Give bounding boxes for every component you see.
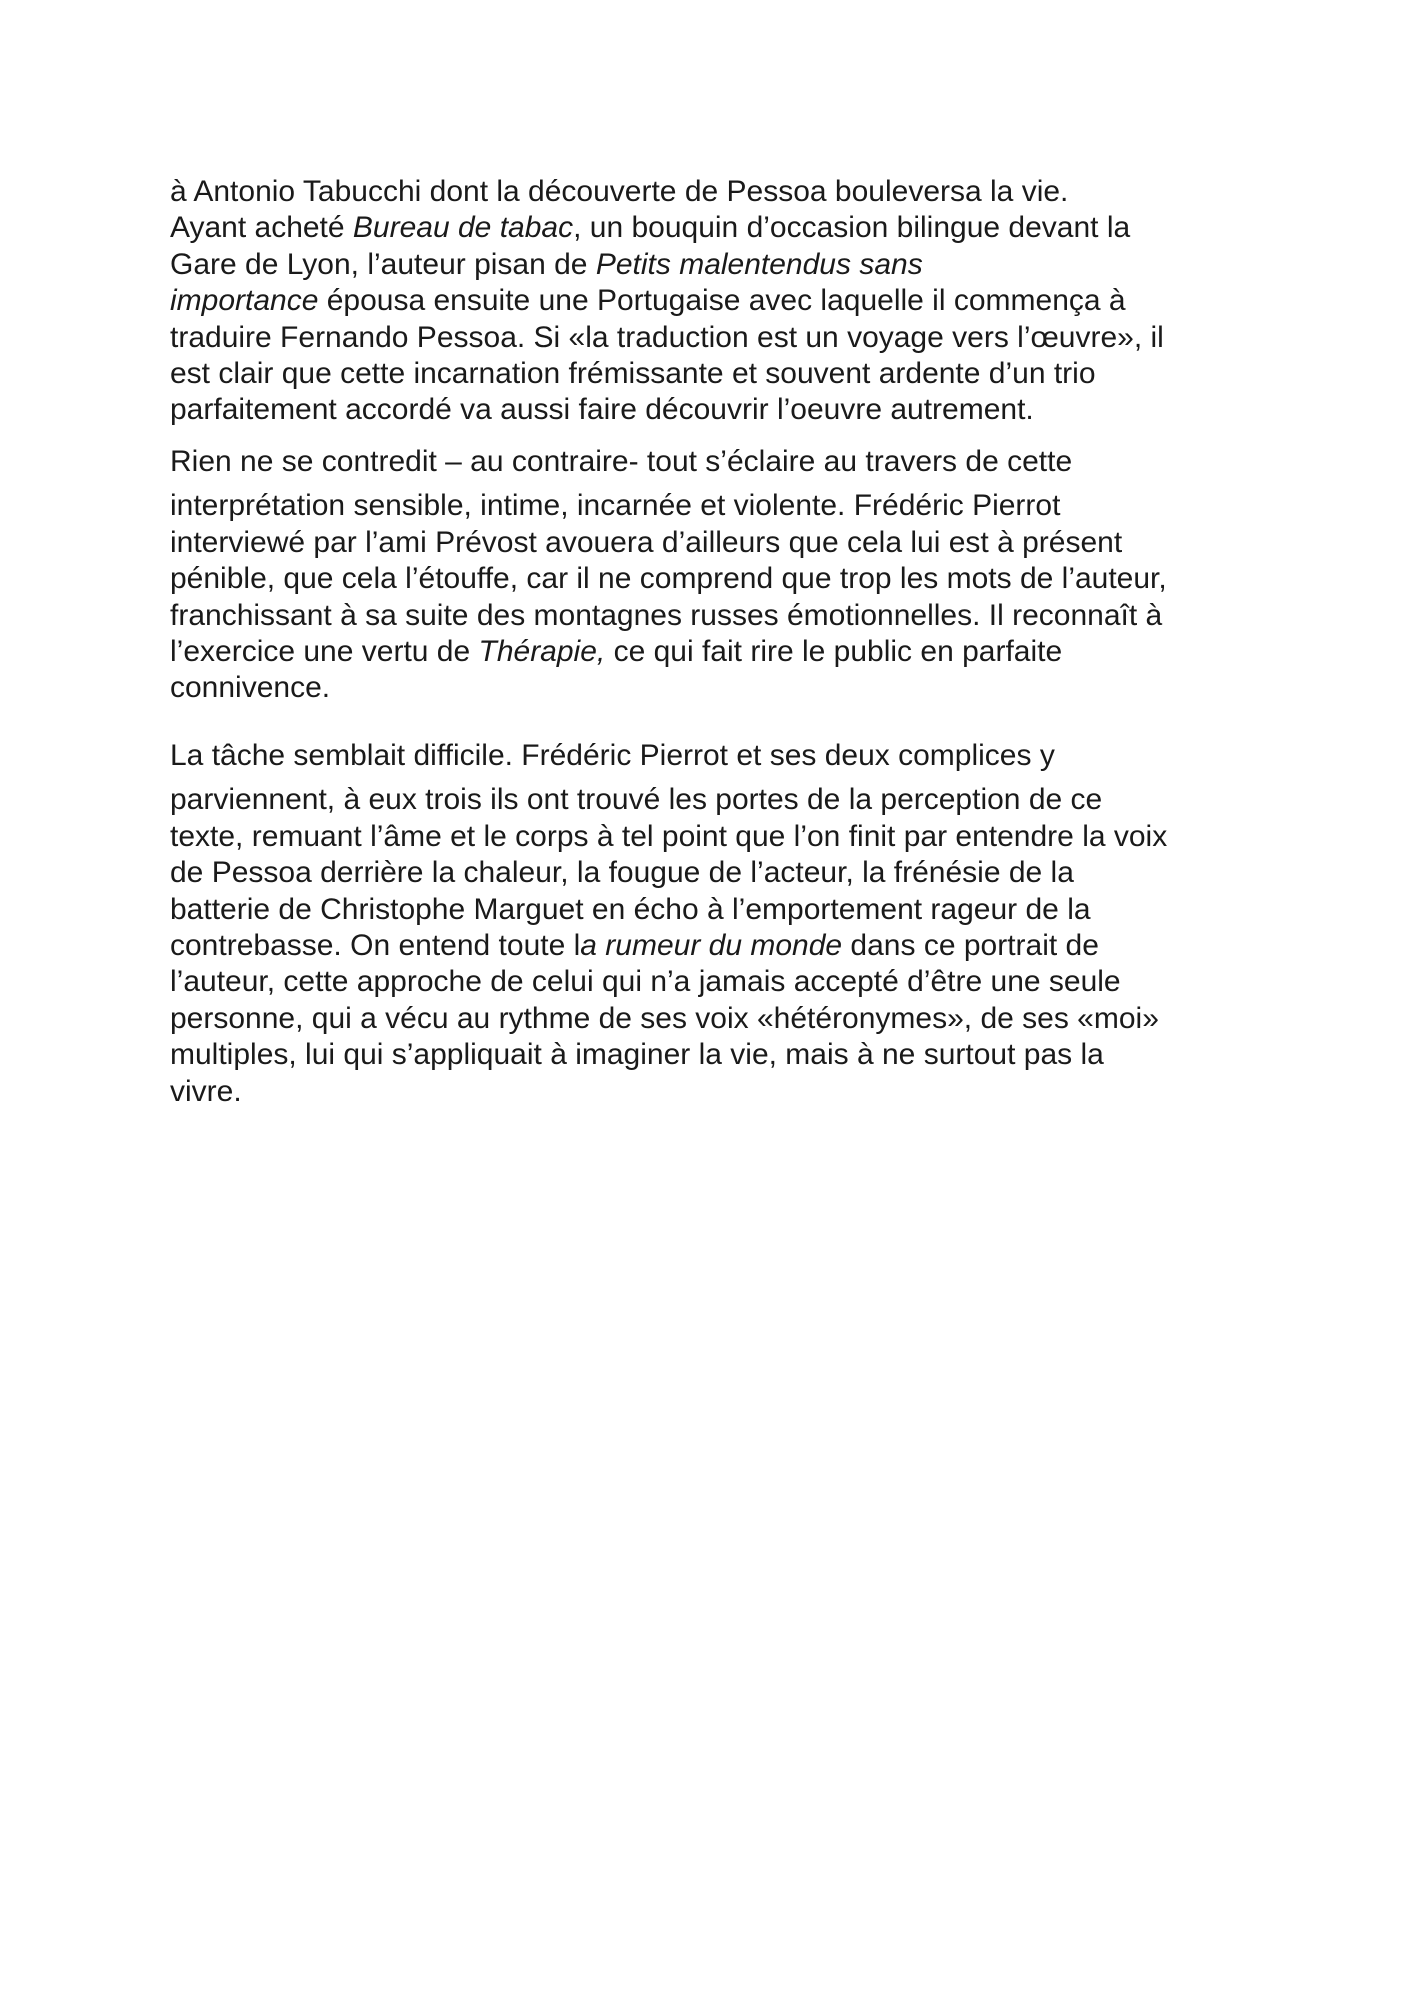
text-run: ce qui fait rire le public en parfaite (605, 635, 1063, 669)
text-line: batterie de Christophe Marguet en écho à l’emportement rageur de la (170, 892, 1091, 926)
paragraph-tache (170, 738, 1260, 1110)
text-line: vivre. (170, 1074, 242, 1108)
text-run: contrebasse. On entend toute l (170, 929, 581, 963)
text-line: personne, qui a vécu au rythme de ses voix «hétéronymes», de ses «moi» (170, 1001, 1159, 1035)
text-line: à Antonio Tabucchi dont la découverte de Pessoa bouleversa la vie. (170, 175, 1069, 208)
text-line: pénible, que cela l’étouffe, car il ne comprend que trop les mots de l’auteur, (170, 562, 1167, 596)
emphasis-therapie: Thérapie, (478, 635, 606, 669)
text-line: interprétation sensible, intime, incarnée et violente. Frédéric Pierrot (170, 489, 1061, 523)
book-title-bureau-de-tabac: Bureau de tabac (352, 211, 574, 245)
text-line: est clair que cette incarnation frémissante et souvent ardente d’un trio (170, 357, 1096, 391)
text-run: Gare de Lyon, l’auteur pisan de (170, 247, 596, 281)
text-line (170, 247, 1260, 283)
text-line: de Pessoa derrière la chaleur, la fougue de l’acteur, la frénésie de la (170, 856, 1074, 890)
text-line: multiples, lui qui s’appliquait à imaginer la vie, mais à ne surtout pas la (170, 1038, 1104, 1072)
text-line: l’auteur, cette approche de celui qui n’a jamais accepté d’être une seule (170, 965, 1121, 999)
paragraph-interpretation (170, 444, 1260, 707)
text-run: l’exercice une vertu de (170, 635, 479, 669)
text-line: traduire Fernando Pessoa. Si «la traduction est un voyage vers l’œuvre», il (170, 320, 1164, 354)
emphasis-rumeur-du-monde: a rumeur du monde (580, 929, 843, 963)
text-line (170, 928, 1260, 964)
text-run: épousa ensuite une Portugaise avec laquelle il commença à (318, 284, 1126, 318)
text-line: Rien ne se contredit – au contraire- tout s’éclaire au travers de cette (170, 445, 1073, 478)
book-title-petits-malentendus: Petits malentendus sans (595, 247, 923, 281)
text-run: dans ce portrait de (842, 929, 1099, 963)
text-line: texte, remuant l’âme et le corps à tel point que l’on finit par entendre la voix (170, 819, 1168, 853)
text-line (170, 634, 1260, 670)
text-line: connivence. (170, 671, 331, 705)
text-line: parfaitement accordé va aussi faire découvrir l’oeuvre autrement. (170, 393, 1034, 427)
text-line: La tâche semblait difficile. Frédéric Pierrot et ses deux complices y (170, 739, 1055, 772)
text-line: parviennent, à eux trois ils ont trouvé les portes de la perception de ce (170, 783, 1103, 817)
text-line (170, 210, 1260, 246)
text-run: , un bouquin d’occasion bilingue devant la (573, 211, 1131, 245)
text-line (170, 283, 1260, 319)
paragraph-tabucchi (170, 174, 1260, 429)
text-line: interviewé par l’ami Prévost avouera d’ailleurs que cela lui est à présent (170, 525, 1123, 559)
text-run: Ayant acheté (170, 211, 353, 245)
text-line: franchissant à sa suite des montagnes russes émotionnelles. Il reconnaît à (170, 598, 1163, 632)
book-title-importance: importance (170, 284, 319, 318)
